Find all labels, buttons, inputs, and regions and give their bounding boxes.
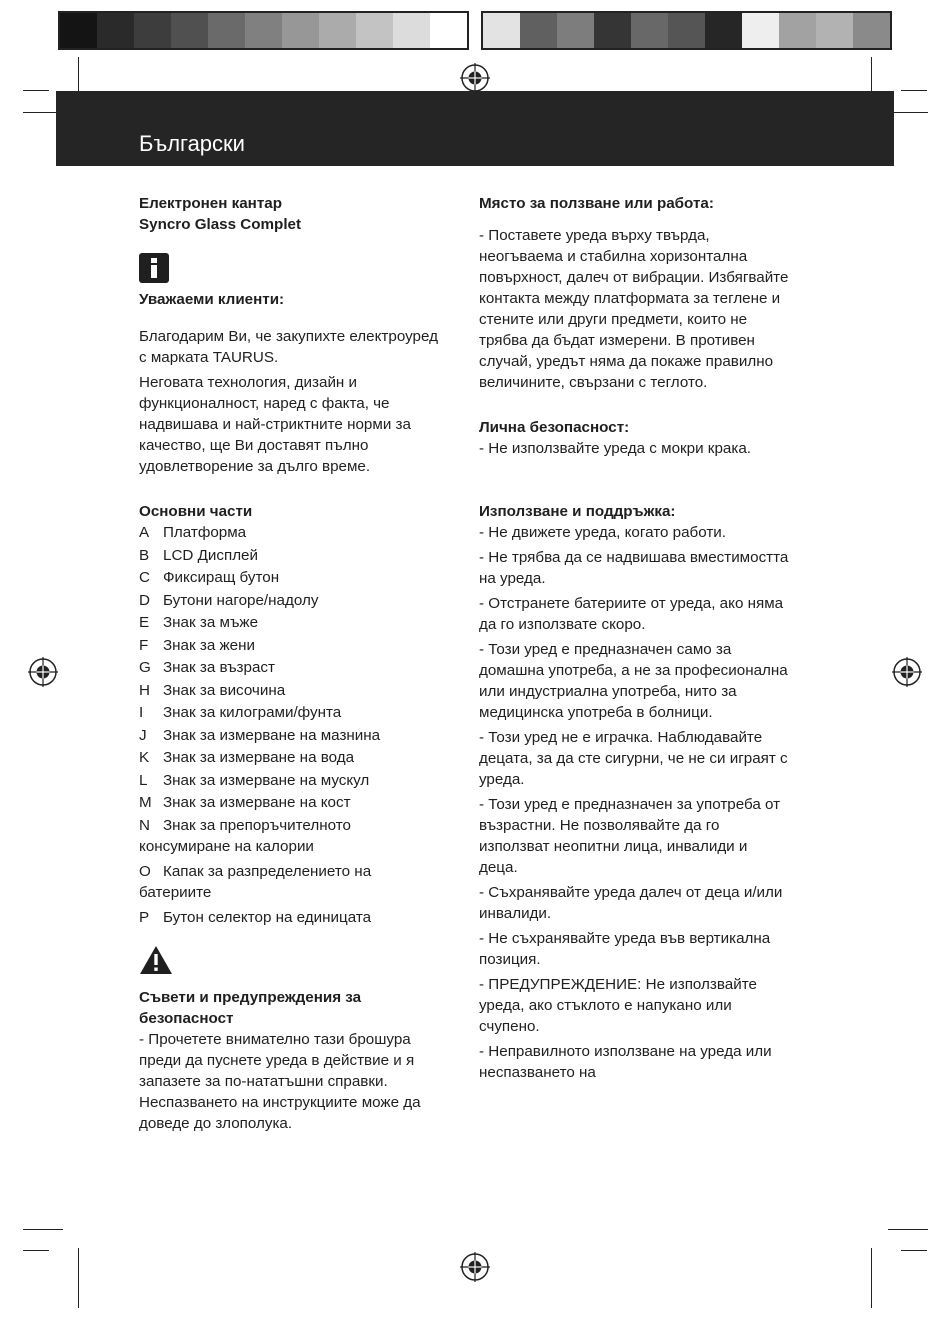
part-label: Бутон селектор на единицата bbox=[163, 908, 372, 926]
color-swatch bbox=[245, 13, 282, 48]
parts-list-item bbox=[139, 792, 444, 813]
part-label-continued: батериите bbox=[139, 883, 212, 901]
color-swatch bbox=[97, 13, 134, 48]
use-and-maintenance-item: - Неправилното използване на уреда или неспазването на bbox=[479, 1043, 772, 1081]
place-of-use-paragraph: - Поставете уреда върху твърда, неогъваема и стабилна хоризонтална повърхност, далеч от вибрации. Избягвайте контакта между платформата за теглене и стените или други предмети, които не трябва да бъдат измерени. В противен случай, уредът няма да покаже правилно величините, свързани с теглото. bbox=[479, 227, 789, 391]
parts-list-item bbox=[139, 815, 444, 857]
color-swatch bbox=[779, 13, 816, 48]
part-letter: A bbox=[139, 524, 150, 541]
parts-list-item bbox=[139, 567, 444, 588]
personal-safety-paragraph: - Не използвайте уреда с мокри крака. bbox=[479, 440, 751, 457]
crop-mark bbox=[23, 1229, 63, 1230]
color-swatch bbox=[134, 13, 171, 48]
warning-icon bbox=[139, 945, 173, 975]
greeting-heading: Уважаеми клиенти: bbox=[139, 291, 285, 308]
place-of-use-heading: Място за ползване или работа: bbox=[479, 195, 714, 212]
part-letter: D bbox=[139, 591, 150, 609]
product-name-line1: Електронен кантар bbox=[139, 195, 283, 212]
registration-mark-icon bbox=[28, 657, 58, 687]
color-swatch bbox=[631, 13, 668, 48]
color-swatch bbox=[171, 13, 208, 48]
part-label: Капак за разпределението на bbox=[163, 862, 372, 880]
info-icon bbox=[139, 253, 169, 283]
color-swatch bbox=[557, 13, 594, 48]
part-letter: O bbox=[139, 862, 151, 880]
parts-list-item bbox=[139, 657, 444, 678]
color-swatch bbox=[705, 13, 742, 48]
crop-mark bbox=[871, 57, 872, 94]
crop-mark bbox=[871, 1248, 872, 1308]
part-letter: J bbox=[139, 726, 147, 744]
part-letter: H bbox=[139, 681, 150, 699]
part-label: Знак за измерване на мускул bbox=[163, 771, 370, 789]
crop-mark bbox=[23, 90, 49, 91]
use-and-maintenance-item: - Този уред е предназначен за употреба от възрастни. Не позволявайте да го използват неопитни лица, инвалиди и деца. bbox=[479, 796, 781, 876]
part-letter: B bbox=[139, 546, 150, 564]
part-letter: P bbox=[139, 908, 150, 926]
crop-mark bbox=[888, 112, 928, 113]
part-label: Бутони нагоре/надолу bbox=[163, 591, 319, 609]
parts-list-item bbox=[139, 635, 444, 656]
part-label: Знак за жени bbox=[163, 636, 255, 654]
crop-mark bbox=[901, 1250, 927, 1251]
part-letter: I bbox=[139, 704, 144, 721]
safety-heading: Съвети и предупреждения за безопасност bbox=[139, 989, 362, 1027]
safety-paragraph-1: - Прочетете внимателно тази брошура преди да пуснете уреда в действие и я запазете за по-нататъшни справки. Неспазването на инструкциите може да доведе до злополука. bbox=[139, 1031, 421, 1132]
parts-list-item bbox=[139, 907, 444, 928]
use-and-maintenance-item: - Съхранявайте уреда далеч от деца и/или инвалиди. bbox=[479, 884, 783, 922]
parts-list-item bbox=[139, 612, 444, 633]
part-letter: K bbox=[139, 749, 150, 766]
part-label: LCD Дисплей bbox=[163, 546, 258, 564]
use-and-maintenance-heading: Използване и поддръжка: bbox=[479, 503, 676, 520]
color-calibration-strip-left bbox=[58, 11, 469, 50]
color-swatch bbox=[356, 13, 393, 48]
personal-safety-heading: Лична безопасност: bbox=[479, 419, 630, 436]
parts-list-item bbox=[139, 770, 444, 791]
use-and-maintenance-item: - ПРЕДУПРЕЖДЕНИЕ: Не използвайте уреда, ако стъклото е напукано или счупено. bbox=[479, 976, 757, 1035]
parts-list-item bbox=[139, 702, 444, 723]
color-swatch bbox=[430, 13, 467, 48]
language-header-bar bbox=[56, 91, 894, 166]
part-letter: G bbox=[139, 659, 151, 676]
color-swatch bbox=[520, 13, 557, 48]
parts-list-item bbox=[139, 861, 444, 903]
part-label-continued: консумиране на калории bbox=[139, 837, 314, 855]
part-letter: M bbox=[139, 794, 152, 811]
use-and-maintenance-item: - Не трябва да се надвишава вместимостта на уреда. bbox=[479, 549, 789, 587]
use-and-maintenance-list bbox=[479, 522, 789, 1083]
part-letter: F bbox=[139, 636, 149, 654]
color-swatch bbox=[742, 13, 779, 48]
part-label: Знак за измерване на вода bbox=[163, 749, 355, 766]
parts-list-item bbox=[139, 545, 444, 566]
use-and-maintenance-item: - Този уред е предназначен само за домашна употреба, а не за професионална или индустриална употреба, нито за медицинска употреба в болници. bbox=[479, 641, 788, 721]
parts-list-item bbox=[139, 522, 444, 543]
part-label: Знак за мъже bbox=[163, 614, 259, 631]
color-swatch bbox=[668, 13, 705, 48]
parts-list-item bbox=[139, 747, 444, 768]
color-swatch bbox=[393, 13, 430, 48]
part-letter: C bbox=[139, 569, 150, 586]
product-name-line2: Syncro Glass Complet bbox=[139, 216, 302, 233]
part-label: Платформа bbox=[163, 524, 247, 541]
part-label: Знак за височина bbox=[163, 681, 286, 699]
part-label: Знак за килограми/фунта bbox=[163, 704, 342, 721]
registration-mark-icon bbox=[892, 657, 922, 687]
greeting-paragraph-1: Благодарим Ви, че закупихте електроуред с марката TAURUS. bbox=[139, 328, 438, 366]
registration-mark-icon bbox=[460, 63, 490, 93]
color-swatch bbox=[816, 13, 853, 48]
color-swatch bbox=[282, 13, 319, 48]
page-title: Български bbox=[139, 131, 245, 156]
part-label: Фиксиращ бутон bbox=[163, 569, 280, 586]
crop-mark bbox=[78, 57, 79, 94]
part-letter: L bbox=[139, 771, 148, 789]
parts-list-item bbox=[139, 725, 444, 746]
crop-mark bbox=[901, 90, 927, 91]
use-and-maintenance-item: - Не съхранявайте уреда във вертикална позиция. bbox=[479, 930, 771, 968]
use-and-maintenance-item: - Не движете уреда, когато работи. bbox=[479, 524, 727, 541]
use-and-maintenance-item: - Този уред не е играчка. Наблюдавайте децата, за да сте сигурни, че не си играят с уреда. bbox=[479, 729, 788, 788]
part-label: Знак за възраст bbox=[163, 659, 275, 676]
part-label: Знак за препоръчителното bbox=[163, 816, 351, 834]
part-label: Знак за измерване на мазнина bbox=[163, 726, 381, 744]
color-swatch bbox=[594, 13, 631, 48]
color-swatch bbox=[483, 13, 520, 48]
parts-list-item bbox=[139, 680, 444, 701]
color-swatch bbox=[208, 13, 245, 48]
parts-list bbox=[139, 522, 444, 928]
part-label: Знак за измерване на кост bbox=[163, 794, 351, 811]
crop-mark bbox=[888, 1229, 928, 1230]
greeting-paragraph-2: Неговата технология, дизайн и функционалност, наред с факта, че надвишава и най-стриктните норми за качество, ще Ви доставят пълно удовлетворение за дълго време. bbox=[139, 374, 411, 475]
parts-list-item bbox=[139, 590, 444, 611]
right-column bbox=[479, 193, 789, 1087]
color-swatch bbox=[60, 13, 97, 48]
color-swatch bbox=[853, 13, 890, 48]
registration-mark-icon bbox=[460, 1252, 490, 1282]
crop-mark bbox=[23, 1250, 49, 1251]
part-letter: N bbox=[139, 816, 150, 834]
color-calibration-strip-right bbox=[481, 11, 892, 50]
use-and-maintenance-item: - Отстранете батериите от уреда, ако няма да го използвате скоро. bbox=[479, 595, 784, 633]
color-swatch bbox=[319, 13, 356, 48]
part-letter: E bbox=[139, 614, 150, 631]
left-column bbox=[139, 193, 444, 1134]
parts-heading: Основни части bbox=[139, 503, 253, 520]
crop-mark bbox=[78, 1248, 79, 1308]
